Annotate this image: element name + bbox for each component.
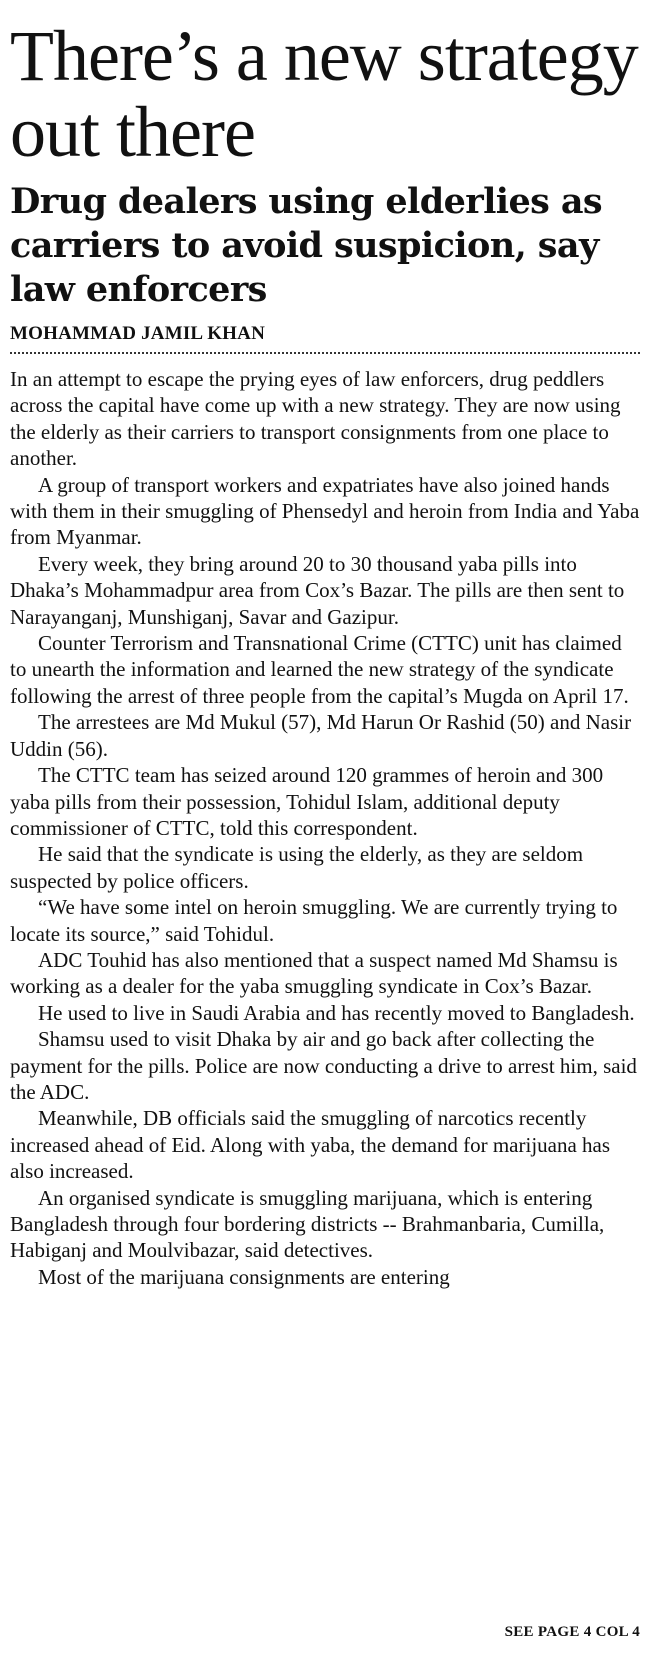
paragraph: The CTTC team has seized around 120 grammes of heroin and 300 yaba pills from their possession, Tohidul Islam, additional deputy commissioner of CTTC, told this correspondent. — [10, 763, 604, 840]
dotted-divider — [10, 352, 640, 354]
article — [10, 18, 640, 1290]
paragraph: He said that the syndicate is using the elderly, as they are seldom suspected by police officers. — [10, 842, 584, 893]
article-body — [10, 366, 640, 1290]
headline: There’s a new strategy out there — [10, 16, 638, 172]
paragraph: He used to live in Saudi Arabia and has recently moved to Bangladesh. — [38, 1000, 635, 1025]
paragraph: “We have some intel on heroin smuggling. We are currently trying to locate its source,” said Tohidul. — [10, 895, 618, 946]
paragraph: Most of the marijuana consignments are entering — [38, 1264, 450, 1289]
paragraph: The arrestees are Md Mukul (57), Md Harun Or Rashid (50) and Nasir Uddin (56). — [10, 710, 632, 761]
paragraph: Shamsu used to visit Dhaka by air and go back after collecting the payment for the pills. Police are now conducting a drive to arrest him, said the ADC. — [10, 1027, 637, 1104]
paragraph: Every week, they bring around 20 to 30 thousand yaba pills into Dhaka’s Mohammadpur area from Cox’s Bazar. The pills are then sent to Narayanganj, Munshiganj, Savar and Gazipur. — [10, 551, 625, 629]
byline: MOHAMMAD JAMIL KHAN — [10, 323, 265, 344]
paragraph: Counter Terrorism and Transnational Crime (CTTC) unit has claimed to unearth the information and learned the new strategy of the syndicate following the arrest of three people from the capital’s Mugda on April 17. — [10, 631, 629, 708]
subheadline: Drug dealers using elderlies as carriers to avoid suspicion, say law enforcers — [10, 181, 603, 310]
paragraph: In an attempt to escape the prying eyes of law enforcers, drug peddlers across the capital have come up with a new strategy. They are now using the elderly as their carriers to transport consignments from one place to another. — [10, 367, 621, 471]
paragraph: ADC Touhid has also mentioned that a suspect named Md Shamsu is working as a dealer for the yaba smuggling syndicate in Cox’s Bazar. — [10, 947, 618, 999]
paragraph: Meanwhile, DB officials said the smuggling of narcotics recently increased ahead of Eid. Along with yaba, the demand for marijuana has also increased. — [10, 1106, 611, 1184]
continuation-jump-line: SEE PAGE 4 COL 4 — [504, 1624, 640, 1640]
paragraph: An organised syndicate is smuggling marijuana, which is entering Bangladesh through four bordering districts -- Brahmanbaria, Cumilla, Habiganj and Moulvibazar, said detectives. — [10, 1185, 605, 1263]
paragraph: A group of transport workers and expatriates have also joined hands with them in their smuggling of Phensedyl and heroin from India and Yaba from Myanmar. — [10, 472, 640, 550]
